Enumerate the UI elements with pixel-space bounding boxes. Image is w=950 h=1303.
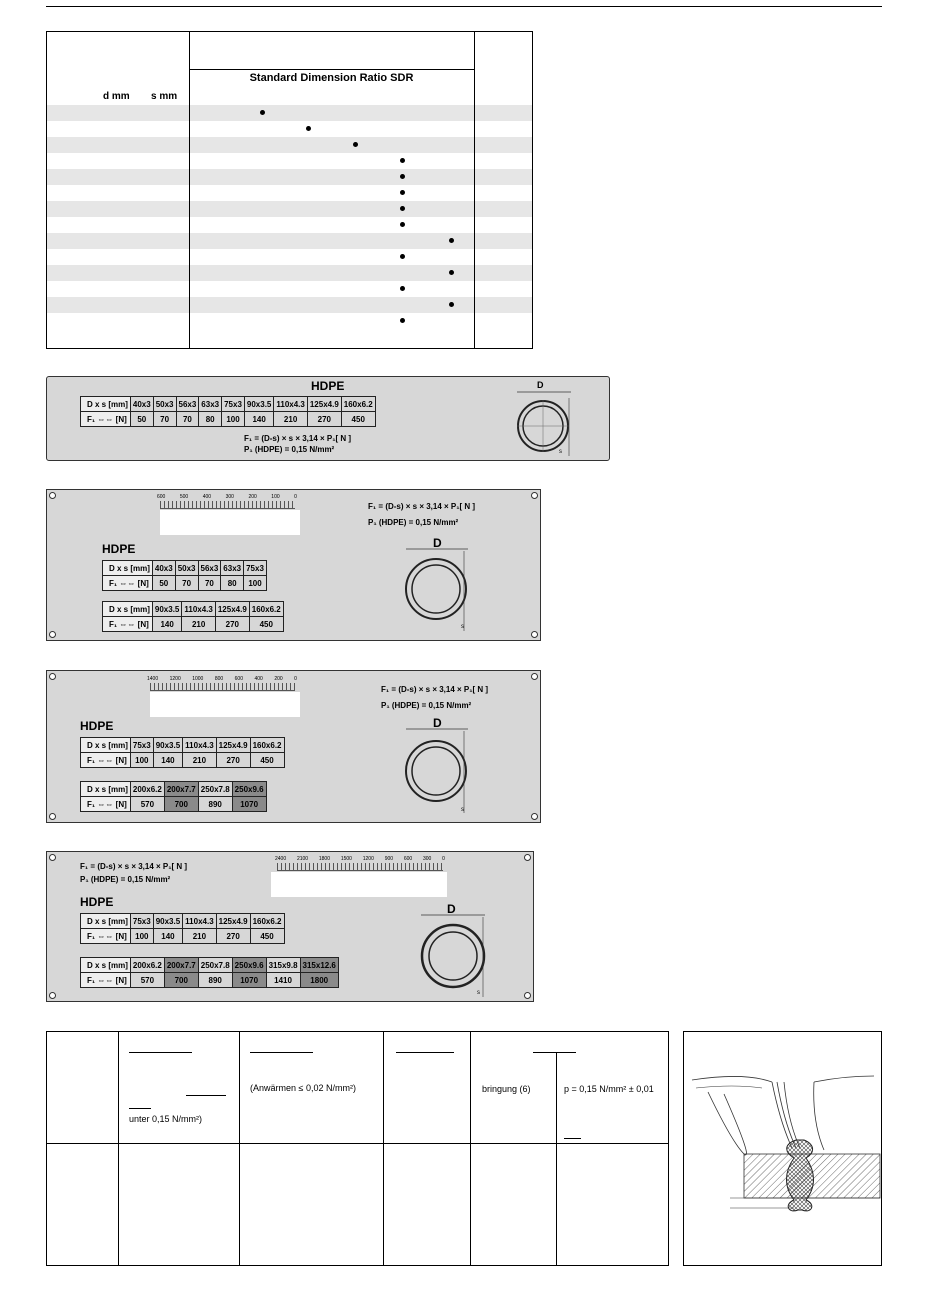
force-label: F₁ ⇔⇔ [N] bbox=[81, 412, 131, 427]
mount-hole bbox=[49, 492, 56, 499]
weld-bead-figure bbox=[683, 1031, 882, 1266]
mount-hole bbox=[531, 492, 538, 499]
force-label: F₁ ⇔⇔ [N] bbox=[81, 973, 131, 988]
sdr-col-s: s mm bbox=[151, 91, 178, 102]
panel-2-d-label: D bbox=[433, 536, 442, 550]
table-cell: 200x7.7 bbox=[164, 782, 198, 797]
table-cell: 270 bbox=[216, 753, 250, 768]
hdpe-panel-2 bbox=[46, 489, 541, 641]
table-cell: 75x3 bbox=[130, 914, 153, 929]
weld-bead-drawing-icon bbox=[684, 1032, 881, 1265]
panel-1-title: HDPE bbox=[311, 379, 345, 393]
pipe-cross-section-icon bbox=[513, 390, 575, 458]
hdpe-panel-4 bbox=[46, 851, 534, 1002]
table-cell: 700 bbox=[164, 973, 198, 988]
table-cell: 250x9.6 bbox=[232, 958, 266, 973]
panel-2-table-1 bbox=[102, 560, 267, 591]
table-cell: 110x4.3 bbox=[183, 914, 216, 929]
sdr-marker-dot bbox=[449, 238, 454, 243]
table-cell: 890 bbox=[198, 797, 232, 812]
table-cell: 125x4.9 bbox=[216, 914, 250, 929]
arrows-icon: ⇔⇔ bbox=[97, 799, 114, 809]
dim-label: D x s [mm] bbox=[81, 782, 131, 797]
table-cell: 450 bbox=[341, 412, 375, 427]
sdr-marker-dot bbox=[400, 222, 405, 227]
table-cell: 125x4.9 bbox=[215, 602, 249, 617]
mount-hole bbox=[49, 673, 56, 680]
scale-tick-label: 600 bbox=[234, 676, 243, 682]
col-divider bbox=[118, 1032, 119, 1265]
table-cell: 250x9.6 bbox=[232, 782, 266, 797]
panel-3-d-label: D bbox=[433, 716, 442, 730]
underline bbox=[533, 1052, 576, 1053]
table-cell: 75x3 bbox=[222, 397, 245, 412]
table-cell: 70 bbox=[198, 576, 221, 591]
sdr-header-title: Standard Dimension Ratio SDR bbox=[249, 72, 414, 84]
table-cell: 450 bbox=[249, 617, 283, 632]
sdr-row bbox=[47, 281, 532, 297]
col-divider bbox=[556, 1052, 557, 1265]
scale-tick-label: 1400 bbox=[147, 676, 159, 682]
panel-2-scale bbox=[160, 501, 295, 508]
sdr-header-rule bbox=[189, 69, 474, 70]
mount-hole bbox=[531, 673, 538, 680]
table-cell: 63x3 bbox=[199, 397, 222, 412]
sdr-marker-dot bbox=[400, 254, 405, 259]
panel-1-d-label: D bbox=[537, 380, 544, 390]
panel-2-display-window bbox=[160, 510, 300, 535]
table-cell: 570 bbox=[130, 797, 164, 812]
sdr-row bbox=[47, 137, 532, 153]
sdr-marker-dot bbox=[306, 126, 311, 131]
panel-2-title: HDPE bbox=[102, 542, 136, 556]
table-cell: 160x6.2 bbox=[249, 602, 283, 617]
table-cell: 1070 bbox=[232, 973, 266, 988]
sdr-row bbox=[47, 233, 532, 249]
panel-3-scale-base bbox=[150, 690, 295, 691]
table-cell: 50 bbox=[130, 412, 153, 427]
table-cell: 450 bbox=[250, 929, 284, 944]
table-cell: 250x7.8 bbox=[198, 782, 232, 797]
force-label: F₁ ⇔⇔ [N] bbox=[81, 797, 131, 812]
dim-label: D x s [mm] bbox=[81, 738, 131, 753]
arrows-icon: ⇔⇔ bbox=[97, 975, 114, 985]
panel-1-formula: F₁ = (D-s) × s × 3,14 × P₁[ N ] bbox=[244, 434, 352, 443]
table-cell: 90x3.5 bbox=[153, 738, 182, 753]
sdr-col-d: d mm bbox=[103, 91, 130, 102]
table-cell: 50 bbox=[152, 576, 175, 591]
sdr-marker-dot bbox=[400, 318, 405, 323]
sdr-marker-dot bbox=[400, 190, 405, 195]
sdr-row bbox=[47, 169, 532, 185]
table-cell: 700 bbox=[164, 797, 198, 812]
mount-hole bbox=[531, 631, 538, 638]
panel-1-table bbox=[80, 396, 376, 427]
force-label: F₁ ⇔⇔ [N] bbox=[103, 576, 153, 591]
mount-hole bbox=[49, 631, 56, 638]
table-cell: 125x4.9 bbox=[307, 397, 341, 412]
panel-4-scale-labels bbox=[275, 856, 445, 862]
table-cell: 100 bbox=[222, 412, 245, 427]
table-cell: 50x3 bbox=[175, 561, 198, 576]
force-label: F₁ ⇔⇔ [N] bbox=[81, 929, 131, 944]
sdr-marker-dot bbox=[400, 206, 405, 211]
panel-3-pressure: P₁ (HDPE) = 0,15 N/mm² bbox=[381, 701, 472, 710]
panel-4-formula: F₁ = (D-s) × s × 3,14 × P₁[ N ] bbox=[80, 862, 188, 871]
force-label: F₁ ⇔⇔ [N] bbox=[103, 617, 153, 632]
panel-4-display-window bbox=[271, 872, 447, 897]
sdr-row bbox=[47, 185, 532, 201]
panel-3-table-2 bbox=[80, 781, 267, 812]
mount-hole bbox=[524, 854, 531, 861]
pipe-cross-section-icon bbox=[402, 547, 472, 633]
panel-4-scale bbox=[277, 863, 443, 870]
cell-bringing-note: bringung (6) bbox=[482, 1084, 531, 1094]
table-cell: 140 bbox=[244, 412, 273, 427]
scale-tick-label: 200 bbox=[274, 676, 283, 682]
hdpe-panel-3 bbox=[46, 670, 541, 823]
panel-4-scale-base bbox=[277, 870, 443, 871]
dim-label: D x s [mm] bbox=[103, 602, 153, 617]
sdr-row bbox=[47, 249, 532, 265]
underline bbox=[129, 1108, 151, 1109]
mount-hole bbox=[49, 813, 56, 820]
dim-label: D x s [mm] bbox=[103, 561, 153, 576]
scale-tick-label: 500 bbox=[179, 494, 189, 500]
sdr-divider-right bbox=[474, 32, 475, 348]
scale-tick-label: 900 bbox=[384, 856, 394, 862]
mount-hole bbox=[524, 992, 531, 999]
table-cell: 1410 bbox=[266, 973, 300, 988]
table-cell: 110x4.3 bbox=[182, 602, 215, 617]
table-cell: 315x9.8 bbox=[266, 958, 300, 973]
underline bbox=[564, 1138, 581, 1139]
scale-tick-label: 0 bbox=[294, 494, 297, 500]
sdr-marker-dot bbox=[400, 286, 405, 291]
arrows-icon: ⇔⇔ bbox=[119, 578, 136, 588]
underline bbox=[250, 1052, 313, 1053]
table-cell: 110x4.3 bbox=[183, 738, 216, 753]
dim-label: D x s [mm] bbox=[81, 397, 131, 412]
sdr-marker-dot bbox=[400, 158, 405, 163]
scale-tick-label: 300 bbox=[225, 494, 234, 500]
panel-2-pressure: P₁ (HDPE) = 0,15 N/mm² bbox=[368, 518, 459, 527]
table-cell: 160x6.2 bbox=[250, 738, 284, 753]
force-label: F₁ ⇔⇔ [N] bbox=[81, 753, 131, 768]
col-divider bbox=[239, 1032, 240, 1265]
sdr-marker-dot bbox=[353, 142, 358, 147]
sdr-row bbox=[47, 297, 532, 313]
scale-tick-label: 100 bbox=[271, 494, 280, 500]
panel-3-scale-labels bbox=[147, 676, 297, 682]
table-cell: 125x4.9 bbox=[216, 738, 250, 753]
scale-tick-label: 1000 bbox=[192, 676, 204, 682]
table-cell: 100 bbox=[130, 753, 153, 768]
table-cell: 1070 bbox=[232, 797, 266, 812]
scale-tick-label: 600 bbox=[157, 494, 166, 500]
table-cell: 100 bbox=[130, 929, 153, 944]
panel-4-table-1 bbox=[80, 913, 285, 944]
panel-3-scale bbox=[150, 683, 295, 690]
panel-1-s-label: s bbox=[559, 449, 562, 455]
table-cell: 75x3 bbox=[130, 738, 153, 753]
sdr-row bbox=[47, 265, 532, 281]
sdr-marker-dot bbox=[400, 174, 405, 179]
panel-3-title: HDPE bbox=[80, 719, 114, 733]
arrows-icon: ⇔⇔ bbox=[97, 414, 114, 424]
scale-tick-label: 400 bbox=[254, 676, 263, 682]
table-cell: 570 bbox=[130, 973, 164, 988]
table-cell: 110x4.3 bbox=[274, 397, 307, 412]
panel-2-formula: F₁ = (D-s) × s × 3,14 × P₁[ N ] bbox=[368, 502, 476, 511]
table-cell: 90x3.5 bbox=[244, 397, 273, 412]
table-cell: 50x3 bbox=[153, 397, 176, 412]
table-cell: 70 bbox=[153, 412, 176, 427]
sdr-row bbox=[47, 121, 532, 137]
table-cell: 210 bbox=[183, 929, 216, 944]
dim-label: D x s [mm] bbox=[81, 958, 131, 973]
scale-tick-label: 300 bbox=[423, 856, 432, 862]
underline bbox=[129, 1052, 192, 1053]
panel-4-pressure: P₁ (HDPE) = 0,15 N/mm² bbox=[80, 875, 171, 884]
table-cell: 160x6.2 bbox=[341, 397, 375, 412]
pipe-cross-section-icon bbox=[402, 727, 472, 815]
panel-2-scale-base bbox=[160, 508, 295, 509]
scale-tick-label: 600 bbox=[403, 856, 413, 862]
sdr-marker-dot bbox=[449, 270, 454, 275]
sdr-table bbox=[46, 31, 533, 349]
scale-tick-label: 2400 bbox=[275, 856, 287, 862]
panel-2-scale-labels bbox=[157, 494, 297, 500]
arrows-icon: ⇔⇔ bbox=[97, 931, 114, 941]
underline bbox=[186, 1095, 226, 1096]
dim-label: D x s [mm] bbox=[81, 914, 131, 929]
sdr-row bbox=[47, 153, 532, 169]
scale-tick-label: 800 bbox=[214, 676, 224, 682]
table-cell: 250x7.8 bbox=[198, 958, 232, 973]
table-cell: 90x3.5 bbox=[152, 602, 181, 617]
panel-1-pressure: P₁ (HDPE) = 0,15 N/mm² bbox=[244, 445, 335, 454]
table-cell: 90x3.5 bbox=[153, 914, 182, 929]
sdr-row bbox=[47, 217, 532, 233]
scale-tick-label: 400 bbox=[202, 494, 212, 500]
panel-3-formula: F₁ = (D-s) × s × 3,14 × P₁[ N ] bbox=[381, 685, 489, 694]
table-cell: 1800 bbox=[300, 973, 338, 988]
scale-tick-label: 200 bbox=[248, 494, 257, 500]
table-cell: 210 bbox=[182, 617, 215, 632]
sdr-row bbox=[47, 105, 532, 121]
scale-tick-label: 1800 bbox=[318, 856, 330, 862]
panel-3-s-label: s bbox=[461, 807, 464, 813]
pipe-cross-section-icon bbox=[417, 913, 489, 999]
top-rule bbox=[46, 6, 882, 7]
panel-4-s-label: s bbox=[477, 990, 480, 996]
sdr-row bbox=[47, 313, 532, 329]
panel-3-table-1 bbox=[80, 737, 285, 768]
sdr-marker-dot bbox=[260, 110, 265, 115]
table-cell: 63x3 bbox=[221, 561, 244, 576]
table-cell: 200x6.2 bbox=[130, 958, 164, 973]
table-cell: 75x3 bbox=[244, 561, 267, 576]
table-cell: 140 bbox=[153, 929, 182, 944]
mount-hole bbox=[49, 992, 56, 999]
table-cell: 270 bbox=[307, 412, 341, 427]
sdr-row bbox=[47, 201, 532, 217]
underline bbox=[396, 1052, 454, 1053]
scale-tick-label: 0 bbox=[442, 856, 445, 862]
table-cell: 200x7.7 bbox=[164, 958, 198, 973]
table-cell: 270 bbox=[216, 929, 250, 944]
panel-4-d-label: D bbox=[447, 902, 456, 916]
table-cell: 200x6.2 bbox=[130, 782, 164, 797]
table-cell: 315x12.6 bbox=[300, 958, 338, 973]
mount-hole bbox=[531, 813, 538, 820]
table-cell: 100 bbox=[244, 576, 267, 591]
col-divider bbox=[383, 1032, 384, 1265]
panel-2-table-2 bbox=[102, 601, 284, 632]
cell-heating-note: (Anwärmen ≤ 0,02 N/mm²) bbox=[250, 1083, 356, 1093]
table-cell: 80 bbox=[199, 412, 222, 427]
mount-hole bbox=[49, 854, 56, 861]
table-cell: 210 bbox=[183, 753, 216, 768]
table-cell: 40x3 bbox=[152, 561, 175, 576]
table-cell: 40x3 bbox=[130, 397, 153, 412]
table-cell: 70 bbox=[175, 576, 198, 591]
table-cell: 56x3 bbox=[198, 561, 221, 576]
arrows-icon: ⇔⇔ bbox=[97, 755, 114, 765]
panel-4-title: HDPE bbox=[80, 895, 114, 909]
table-cell: 210 bbox=[274, 412, 307, 427]
scale-tick-label: 1200 bbox=[362, 856, 374, 862]
scale-tick-label: 0 bbox=[294, 676, 297, 682]
table-cell: 70 bbox=[176, 412, 199, 427]
table-cell: 160x6.2 bbox=[250, 914, 284, 929]
cell-pressure-value: p = 0,15 N/mm² ± 0,01 bbox=[564, 1084, 654, 1094]
hdpe-panel-1 bbox=[46, 376, 610, 461]
sdr-marker-dot bbox=[449, 302, 454, 307]
table-cell: 140 bbox=[153, 753, 182, 768]
scale-tick-label: 2100 bbox=[296, 856, 309, 862]
cell-pressure-note: unter 0,15 N/mm²) bbox=[129, 1114, 203, 1124]
process-table bbox=[46, 1031, 669, 1266]
table-cell: 270 bbox=[215, 617, 249, 632]
arrows-icon: ⇔⇔ bbox=[119, 619, 136, 629]
table-cell: 890 bbox=[198, 973, 232, 988]
table-cell: 80 bbox=[221, 576, 244, 591]
scale-tick-label: 1500 bbox=[340, 856, 352, 862]
panel-4-table-2 bbox=[80, 957, 339, 988]
col-divider bbox=[470, 1032, 471, 1265]
panel-3-display-window bbox=[150, 692, 300, 717]
row-divider bbox=[47, 1143, 668, 1144]
table-cell: 56x3 bbox=[176, 397, 199, 412]
scale-tick-label: 1200 bbox=[169, 676, 181, 682]
table-cell: 140 bbox=[152, 617, 181, 632]
table-cell: 450 bbox=[250, 753, 284, 768]
panel-2-s-label: s bbox=[461, 624, 464, 630]
